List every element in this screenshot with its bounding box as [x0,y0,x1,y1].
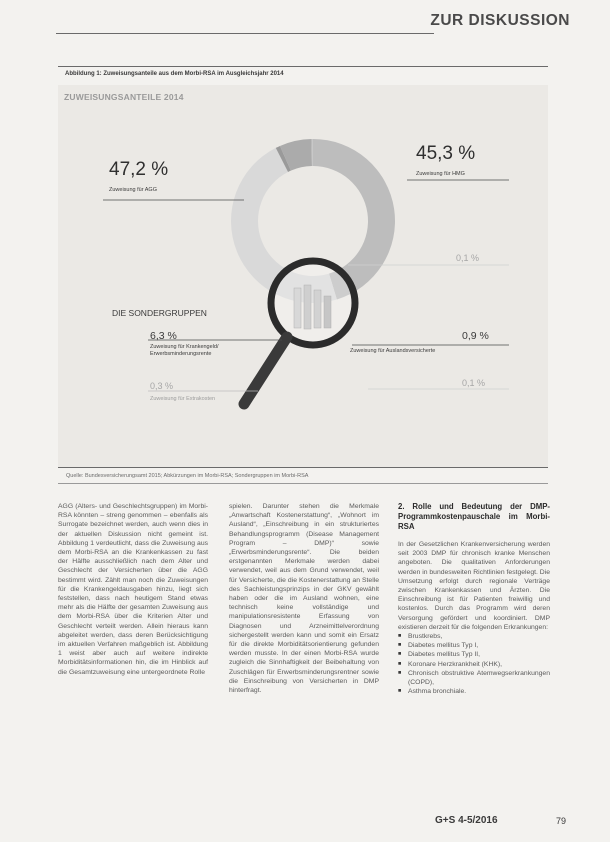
list-item: ■ Diabetes mellitus Typ II, [398,650,550,659]
pct-ausland: 0,9 % [462,330,489,342]
source-rule [58,483,548,484]
pct-krankengeld: 6,3 % [150,330,177,342]
label-faint-left: Zuweisung für Extrakosten [150,396,216,402]
bar-1 [294,288,301,328]
pct-agg: 47,2 % [109,159,169,180]
pct-faint-right: 0,1 % [456,253,480,263]
label-ausland: Zuweisung für Auslandsversicherte [350,348,436,354]
label-krankengeld: Zuweisung für Krankengeld/ Erwerbsminderungsrente [150,344,219,357]
section-title: ZUR DISKUSSION [430,12,570,29]
chart-panel [58,85,548,467]
disease-list [398,632,550,696]
subgroup-heading: DIE SONDERGRUPPEN [112,308,207,318]
page-number: 79 [556,816,567,826]
column-1 [58,502,208,677]
column-3 [398,502,550,696]
pct-faint-left: 0,3 % [150,381,174,391]
figure-source: Quelle: Bundesversicherungsamt 2015; Abkürzungen im Morbi-RSA; Sondergruppen im Morbi-RSA [66,473,309,479]
figure-top-rule [58,66,548,67]
journal-footer: G+S 4-5/2016 [435,815,498,826]
list-item: ■ Koronare Herzkrankheit (KHK), [398,660,550,669]
figure-bottom-rule [58,467,548,468]
magnifier-lens [271,261,355,345]
label-hmg: Zuweisung für HMG [416,171,465,177]
col3-text: In der Gesetzlichen Krankenversicherung werden seit 2003 DMP für chronisch kranke Menschen angeboten. Die qualitativen Anforderungen werden in bundesweiten Richtlinien festgelegt. Die Umsetzung erfolgt durch regionale Verträge zwischen Krankenkassen und Ärzten. Die Einschreibung ist für Patienten freiwillig und kostenlos. Durch das Programm wird deren Versorgung gefördert und koordiniert. DMP existieren derzeit für die folgenden Erkrankungen: [398,541,550,631]
label-agg: Zuweisung für AGG [109,187,157,193]
list-item: ■ Diabetes mellitus Typ I, [398,641,550,650]
section-heading: 2. Rolle und Bedeutung der DMP-Programmkostenpauschale im Morbi-RSA [398,502,550,531]
bar-2 [304,285,311,329]
pct-hmg: 45,3 % [416,143,476,164]
header-rule [56,33,434,34]
chart-title: ZUWEISUNGSANTEILE 2014 [64,92,184,102]
list-item: ■ Asthma bronchiale. [398,687,550,696]
col1-text: AGG (Alters- und Geschlechtsgruppen) im Morbi-RSA könnten – streng genommen – ebenfalls als Surrogate bezeichnet werden, auch wenn dies in der aktuellen Diskussion nicht gemeint ist. Abbildung 1 verdeutlicht, dass die Zuweisung aus dem Morbi-RSA an die Krankenkassen zu fast der Hälfte ausschließlich nach dem Alter und Geschlecht der Versicherten über die AGG bestimmt wird. Zählt man noch die Zuweisungen für die Krankengeldausgaben hinzu, liegt sich feststellen, dass nach heutigem Stand etwas mehr als die Hälfte der gesamten Zuweisung aus dem Morbi-RSA über die Kriterien Alter und Geschlecht verteilt werden. Allein hieraus kann abgeleitet werden, dass deren Berücksichtigung im aktuellen Verfahren maßgeblich ist. Abbildung 1 weist aber auch auf weitere indirekte Morbiditätsinformationen hin, die im Hinblick auf die Gesamtzuweisung eine untergeordnete Rolle [58,503,208,676]
col2-text: spielen. Darunter stehen die Merkmale „Anwartschaft Kostenerstattung“, „Wohnort im Ausland“, „Einschreibung in ein strukturiertes Behandlungsprogramm (Disease Management Program – DMP)“ sowie „Erwerbsminderungsrente“. Die beiden erstgenannten Merkmale werden dabei verwendet, weil aus dem Grund verwendet, weil für Versicherte, die die Kostenerstattung an Stelle des Sachleistungsprinzips in der GKV gewählt haben oder die im Ausland wohnen, eine technisch keine vollständige und manipulationsresistente Erfassung von Diagnosen und Arzneimittelverordnung sichergestellt werden kann und somit ein Ersatz für die direkte Morbiditätsorientierung gefunden werden musste. In der einen Morbi-RSA wurde zugleich die Sinnhaftigkeit der Beibehaltung von Zuschlägen für Erwerbsminderungsrentner sowie die Einschreibung von Versicherten in DMP hinterfragt. [229,503,379,695]
pct-faint-right3: 0,1 % [462,378,486,388]
list-item: ■ Brustkrebs, [398,632,550,641]
figure-caption: Abbildung 1: Zuweisungsanteile aus dem Morbi-RSA im Ausgleichsjahr 2014 [65,71,284,77]
list-item: ■ Chronisch obstruktive Atemwegserkrankungen (COPD), [398,669,550,687]
column-2 [229,502,379,695]
bar-3 [314,290,321,328]
bar-4 [324,296,331,328]
